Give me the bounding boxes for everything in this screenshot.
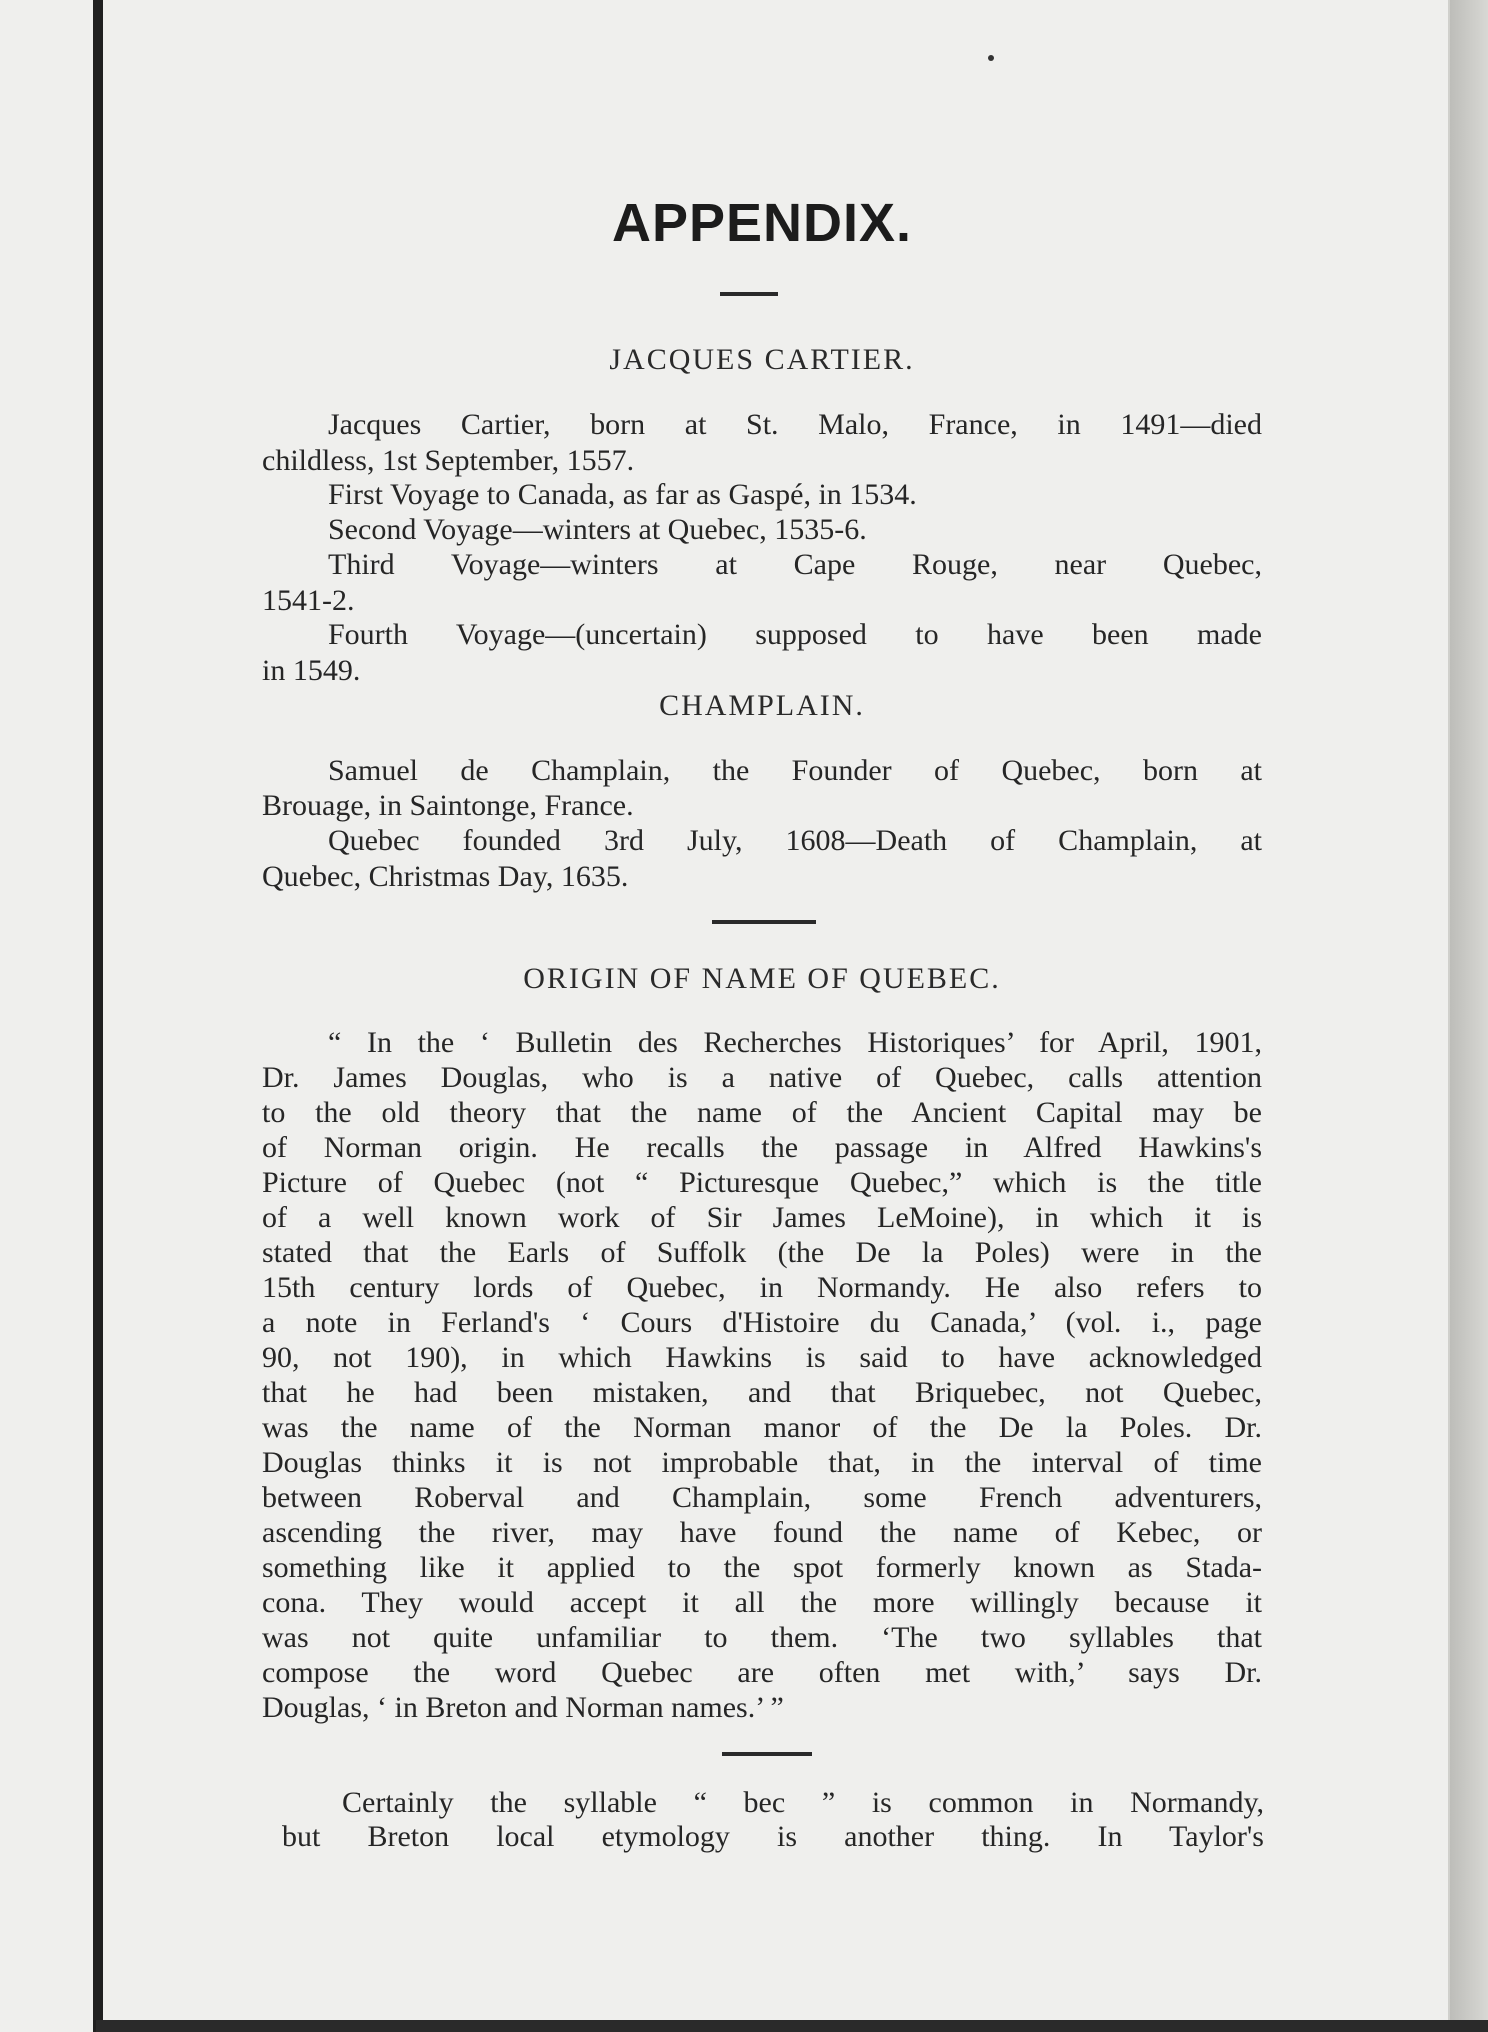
binding-gutter (93, 0, 103, 2032)
title-divider (720, 292, 778, 296)
page-edge (1450, 0, 1488, 2032)
text-line: Brouage, in Saintonge, France. (262, 789, 634, 822)
text-line: Second Voyage—winters at Quebec, 1535-6. (328, 513, 867, 546)
text-line: a note in Ferland's ‘ Cours d'Histoire du Canada,’ (vol. i., page (262, 1306, 1262, 1339)
text-line: but Breton local etymology is another thing. In Taylor's (282, 1820, 1264, 1853)
section-divider (712, 920, 816, 924)
section-divider (722, 1752, 812, 1756)
text-line: 90, not 190), in which Hawkins is said to have acknowledged (262, 1341, 1262, 1374)
text-line: “ In the ‘ Bulletin des Recherches Historiques’ for April, 1901, (328, 1026, 1262, 1059)
section-heading-champlain: CHAMPLAIN. (659, 689, 865, 722)
text-line: between Roberval and Champlain, some French adventurers, (262, 1481, 1262, 1514)
left-facing-page (0, 0, 96, 2032)
text-line: Jacques Cartier, born at St. Malo, France, in 1491—died (328, 408, 1262, 441)
section-heading-cartier: JACQUES CARTIER. (609, 343, 915, 376)
page-title: APPENDIX. (611, 193, 913, 253)
text-line: to the old theory that the name of the Ancient Capital may be (262, 1096, 1262, 1129)
page-bottom-edge (96, 2020, 1488, 2032)
text-line: Fourth Voyage—(uncertain) supposed to have been made (328, 618, 1262, 651)
text-line: Quebec, Christmas Day, 1635. (262, 860, 629, 893)
text-line: of a well known work of Sir James LeMoine), in which it is (262, 1201, 1262, 1234)
text-line: in 1549. (262, 654, 361, 687)
text-line: childless, 1st September, 1557. (262, 444, 635, 477)
section-heading-origin: ORIGIN OF NAME OF QUEBEC. (523, 962, 1001, 995)
text-line: Samuel de Champlain, the Founder of Quebec, born at (328, 754, 1262, 787)
text-line: compose the word Quebec are often met with,’ says Dr. (262, 1656, 1262, 1689)
text-line: something like it applied to the spot formerly known as Stada- (262, 1551, 1262, 1584)
text-line: Certainly the syllable “ bec ” is common in Normandy, (342, 1786, 1264, 1819)
text-line: stated that the Earls of Suffolk (the De la Poles) were in the (262, 1236, 1262, 1269)
text-line: First Voyage to Canada, as far as Gaspé, in 1534. (328, 478, 917, 511)
text-line: 1541-2. (262, 584, 355, 617)
text-line: that he had been mistaken, and that Briquebec, not Quebec, (262, 1376, 1262, 1409)
text-line: Dr. James Douglas, who is a native of Quebec, calls attention (262, 1061, 1262, 1094)
text-line: Third Voyage—winters at Cape Rouge, near Quebec, (328, 548, 1262, 581)
text-line: Douglas thinks it is not improbable that, in the interval of time (262, 1446, 1262, 1479)
text-line: Quebec founded 3rd July, 1608—Death of Champlain, at (328, 824, 1262, 857)
ink-speck (988, 55, 994, 61)
text-line: Picture of Quebec (not “ Picturesque Quebec,” which is the title (262, 1166, 1262, 1199)
text-line: was not quite unfamiliar to them. ‘The two syllables that (262, 1621, 1262, 1654)
text-line: cona. They would accept it all the more willingly because it (262, 1586, 1262, 1619)
text-line: of Norman origin. He recalls the passage in Alfred Hawkins's (262, 1131, 1262, 1164)
text-line: ascending the river, may have found the name of Kebec, or (262, 1516, 1262, 1549)
text-line: 15th century lords of Quebec, in Normandy. He also refers to (262, 1271, 1262, 1304)
text-line: Douglas, ‘ in Breton and Norman names.’ ” (262, 1691, 784, 1724)
text-line: was the name of the Norman manor of the De la Poles. Dr. (262, 1411, 1262, 1444)
